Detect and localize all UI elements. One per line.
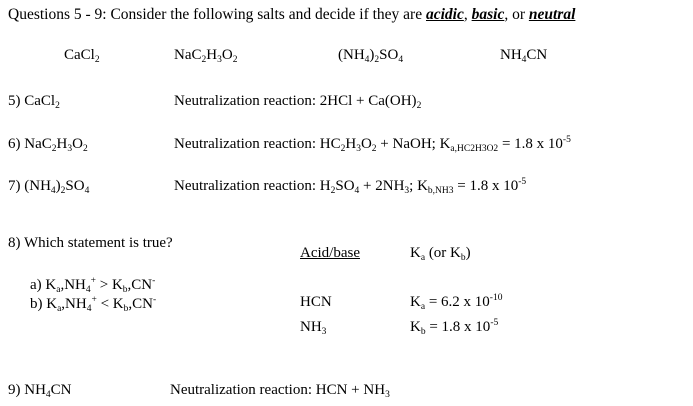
table-row-hcn-value: $K_a = 6.2$ x $10^{-10}$ bbox=[410, 293, 503, 312]
table-row-hcn-name: HCN bbox=[300, 294, 332, 310]
salt-nh4-2so4: $(NH_4)_2SO_4$ bbox=[338, 47, 404, 65]
table-row-nh3-value: $K_b = 1.8$ x $10^{-5}$ bbox=[410, 318, 499, 337]
table-header-acid-base: Acid/base bbox=[300, 245, 360, 261]
table-header-k: $K_a$ (or $K_b$) bbox=[410, 245, 471, 263]
salt-nac2h3o2: $NaC_2H_3O_2$ bbox=[174, 47, 238, 65]
word-acidic: acidic bbox=[425, 6, 464, 23]
q9-reaction: Neutralization reaction: HCN + $NH_3$ bbox=[170, 382, 390, 400]
q9-label: 9) $NH_4CN$ bbox=[8, 382, 72, 400]
q8-question: 8) Which statement is true? bbox=[8, 235, 173, 251]
q7-reaction: Neutralization reaction: $H_2SO_4 + 2NH_3$; $K_{b,NH3} = 1.8$ x $10^{-5}$ bbox=[174, 177, 527, 196]
q8-option-b: b) $K_a,NH_4^+ < K_b,CN^-$ bbox=[30, 295, 157, 314]
table-row-nh3-name: $NH_3$ bbox=[300, 319, 327, 337]
word-neutral: neutral bbox=[528, 6, 576, 23]
instructions-header: Questions 5 - 9: Consider the following salts and decide if they are acidic, basic, or neutral bbox=[8, 6, 576, 23]
q6-label: 6) $NaC_2H_3O_2$ bbox=[8, 136, 88, 154]
q5-label: 5) CaCl$_2$ bbox=[8, 93, 60, 111]
salt-cacl2: CaCl$_2$ bbox=[64, 47, 100, 65]
q7-label: 7) $(NH_4)_2SO_4$ bbox=[8, 178, 90, 196]
q6-reaction: Neutralization reaction: $HC_2H_3O_2$ + NaOH; $K_{a,HC2H3O2} = 1.8$ x $10^{-5}$ bbox=[174, 135, 571, 154]
word-basic: basic bbox=[471, 6, 505, 23]
q5-reaction: Neutralization reaction: $2HCl + Ca(OH)_2$ bbox=[174, 93, 422, 111]
q8-option-a: a) $K_a,NH_4^+ > K_b,CN^-$ bbox=[30, 276, 156, 295]
salt-nh4cn: $NH_4CN$ bbox=[500, 47, 548, 65]
